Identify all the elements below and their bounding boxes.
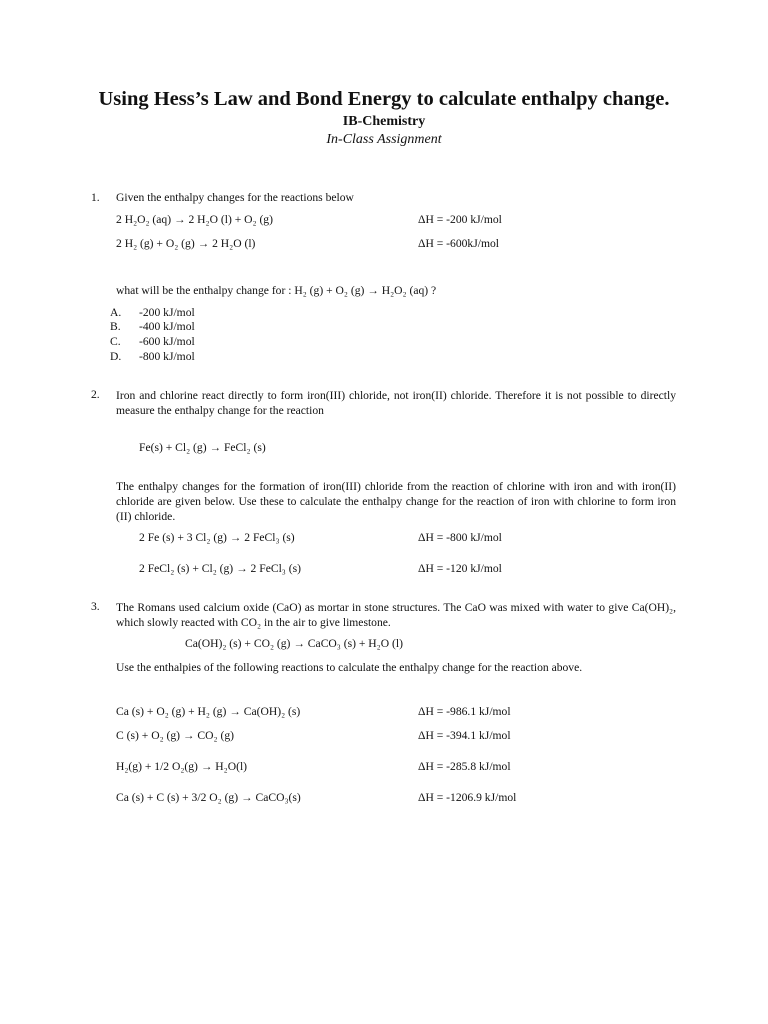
question-prompt: what will be the enthalpy change for : H₂ (g) + O₂ (g) → H₂O₂ (aq) ? <box>116 284 437 297</box>
question-intro: The Romans used calcium oxide (CaO) as mortar in stone structures. The CaO was mixed with water to give Ca(OH)₂, which slowly reacted with CO₂ in the air to give limestone. <box>116 601 676 629</box>
question-intro: Given the enthalpy changes for the reactions below <box>116 191 354 204</box>
reaction-equation: Ca (s) + O₂ (g) + H₂ (g) → Ca(OH)₂ (s) <box>116 705 301 718</box>
option-value: -400 kJ/mol <box>139 320 195 333</box>
reaction-equation: Ca (s) + C (s) + 3/2 O₂ (g) → CaCO₃(s) <box>116 791 301 804</box>
enthalpy-value: ΔH = -600kJ/mol <box>418 237 499 250</box>
question-number: 2. <box>91 388 100 401</box>
option-value: -200 kJ/mol <box>139 306 195 319</box>
question-number: 3. <box>91 600 100 613</box>
reaction-equation: 2 H₂ (g) + O₂ (g) → 2 H₂O (l) <box>116 237 256 250</box>
question-number: 1. <box>91 191 100 204</box>
assignment-type: In-Class Assignment <box>326 132 442 147</box>
enthalpy-value: ΔH = -394.1 kJ/mol <box>418 729 511 742</box>
target-reaction: Ca(OH)₂ (s) + CO₂ (g) → CaCO₃ (s) + H₂O (l) <box>185 637 403 650</box>
option-value: -800 kJ/mol <box>139 350 195 363</box>
reaction-equation: C (s) + O₂ (g) → CO₂ (g) <box>116 729 234 742</box>
option-letter: B. <box>110 320 121 333</box>
question-intro: Iron and chlorine react directly to form iron(III) chloride, not iron(II) chloride. Therefore it is not possible to directly measure the enthalpy change for the reaction <box>116 389 676 417</box>
enthalpy-value: ΔH = -800 kJ/mol <box>418 531 502 544</box>
reaction-equation: 2 H₂O₂ (aq) → 2 H₂O (l) + O₂ (g) <box>116 213 273 226</box>
option-letter: A. <box>110 306 122 319</box>
reaction-equation: 2 FeCl₂ (s) + Cl₂ (g) → 2 FeCl₃ (s) <box>139 562 301 575</box>
enthalpy-value: ΔH = -285.8 kJ/mol <box>418 760 511 773</box>
target-reaction: Fe(s) + Cl₂ (g) → FeCl₂ (s) <box>139 441 266 454</box>
question-instruction: Use the enthalpies of the following reactions to calculate the enthalpy change for the reaction above. <box>116 661 583 674</box>
page-title: Using Hess’s Law and Bond Energy to calculate enthalpy change. <box>98 88 670 110</box>
enthalpy-value: ΔH = -200 kJ/mol <box>418 213 502 226</box>
course-subtitle: IB-Chemistry <box>342 114 426 129</box>
option-letter: D. <box>110 350 122 363</box>
enthalpy-value: ΔH = -120 kJ/mol <box>418 562 502 575</box>
option-value: -600 kJ/mol <box>139 335 195 348</box>
enthalpy-value: ΔH = -1206.9 kJ/mol <box>418 791 517 804</box>
option-letter: C. <box>110 335 121 348</box>
question-body: The enthalpy changes for the formation of iron(III) chloride from the reaction of chlorine with iron and with iron(II) chloride are given below. Use these to calculate the enthalpy change for the reaction of iron with chlorine to form iron (II) chloride. <box>116 480 676 523</box>
reaction-equation: 2 Fe (s) + 3 Cl₂ (g) → 2 FeCl₃ (s) <box>139 531 295 544</box>
reaction-equation: H₂(g) + 1/2 O₂(g) → H₂O(l) <box>116 760 248 773</box>
enthalpy-value: ΔH = -986.1 kJ/mol <box>418 705 511 718</box>
